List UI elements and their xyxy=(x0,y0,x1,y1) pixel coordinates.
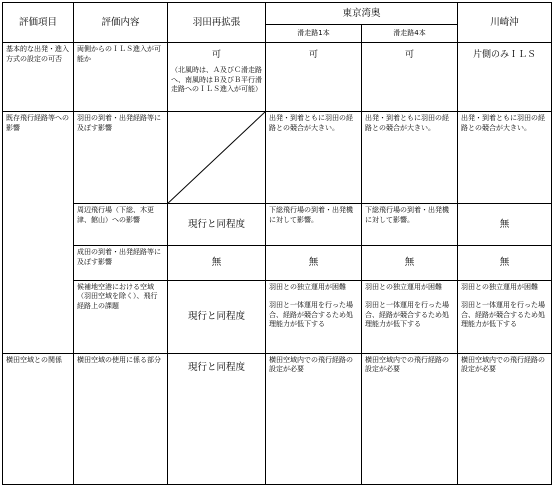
cell-runway1-narita-routes: 無 xyxy=(266,246,362,280)
cell-kawasaki-airspace-issues xyxy=(458,280,552,353)
runway4-airspace-independent: 羽田との独立運用が困難 xyxy=(365,282,442,291)
runway1-airspace-independent: 羽田との独立運用が困難 xyxy=(269,282,346,291)
cell-haneda-ils xyxy=(168,43,266,112)
header-tokyo-bay: 東京湾奥 xyxy=(266,3,458,25)
cell-runway4-ils xyxy=(362,43,458,112)
haneda-ils-note: （北風時は、Ａ及びＣ滑走路へ、南風時はＢ及びＢ平行滑走路へのＩＬＳ進入が可能） xyxy=(171,66,262,94)
cell-runway4-yokota: 横田空域内での飛行経路の設定が必要 xyxy=(362,353,458,484)
cell-runway4-narita-routes: 無 xyxy=(362,246,458,280)
header-evaluation-content: 評価内容 xyxy=(74,3,168,43)
cell-haneda-airspace-issues: 現行と同程度 xyxy=(168,280,266,353)
runway1-ils-value: 可 xyxy=(308,50,318,61)
table-row-haneda-routes xyxy=(3,112,552,204)
runway1-airspace-integrated: 羽田と一体運用を行った場合、経路が競合するため処理能力が低下する xyxy=(269,301,353,329)
cell-content-narita-routes: 成田の到着・出発経路等に及ぼす影響 xyxy=(74,246,168,280)
cell-content-yokota: 横田空域の使用に係る部分 xyxy=(74,353,168,484)
cell-haneda-narita-routes: 無 xyxy=(168,246,266,280)
kawasaki-airspace-independent: 羽田との独立運用が困難 xyxy=(461,282,539,291)
cell-content-nearby-airfields: 周辺飛行場（下総、木更津、館山）への影響 xyxy=(74,204,168,246)
cell-kawasaki-narita-routes: 無 xyxy=(458,246,552,280)
cell-item-ils: 基本的な出発・進入方式の設定の可否 xyxy=(3,43,74,112)
table-row-ils xyxy=(3,43,552,112)
table-row-nearby-airfields xyxy=(3,204,552,246)
header-haneda-expansion: 羽田再拡張 xyxy=(168,3,266,43)
table-row-narita-routes xyxy=(3,246,552,280)
cell-kawasaki-haneda-routes: 出発・到着ともに羽田の経路との競合が大きい。 xyxy=(458,112,552,204)
cell-haneda-nearby-airfields: 現行と同程度 xyxy=(168,204,266,246)
cell-content-haneda-routes: 羽田の到着・出発経路等に及ぼす影響 xyxy=(74,112,168,204)
cell-kawasaki-nearby-airfields: 無 xyxy=(458,204,552,246)
cell-runway1-haneda-routes: 出発・到着ともに羽田の経路との競合が大きい。 xyxy=(266,112,362,204)
table-row-yokota xyxy=(3,353,552,484)
kawasaki-ils-value: 片側のみＩＬＳ xyxy=(473,50,537,61)
cell-runway1-ils xyxy=(266,43,362,112)
cell-runway4-haneda-routes: 出発・到着ともに羽田の経路との競合が大きい。 xyxy=(362,112,458,204)
cell-runway4-nearby-airfields: 下総飛行場の到着・出発機に対して影響。 xyxy=(362,204,458,246)
cell-kawasaki-ils xyxy=(458,43,552,112)
header-kawasaki-offshore: 川崎沖 xyxy=(458,3,552,43)
cell-content-ils: 両側からのＩＬＳ進入が可能か xyxy=(74,43,168,112)
cell-item-yokota: 横田空域との関係 xyxy=(3,353,74,484)
cell-runway1-nearby-airfields: 下総飛行場の到着・出発機に対して影響。 xyxy=(266,204,362,246)
haneda-ils-value: 可 xyxy=(211,50,221,61)
cell-runway1-yokota: 横田空域内での飛行経路の設定が必要 xyxy=(266,353,362,484)
table-row-airspace-issues xyxy=(3,280,552,353)
cell-runway4-airspace-issues xyxy=(362,280,458,353)
cell-runway1-airspace-issues xyxy=(266,280,362,353)
cell-haneda-not-applicable xyxy=(168,112,266,204)
header-evaluation-item: 評価項目 xyxy=(3,3,74,43)
runway4-ils-value: 可 xyxy=(405,50,415,61)
header-runway-1: 滑走路1本 xyxy=(266,25,362,43)
cell-kawasaki-yokota: 横田空域内での飛行経路の設定が必要 xyxy=(458,353,552,484)
runway4-airspace-integrated: 羽田と一体運用を行った場合、経路が競合するため処理能力が低下する xyxy=(365,301,449,329)
kawasaki-airspace-integrated: 羽田と一体運用を行った場合、経路が競合するため処理能力が低下する xyxy=(461,301,546,329)
evaluation-table xyxy=(2,2,552,485)
header-runway-4: 滑走路4本 xyxy=(362,25,458,43)
diagonal-slash xyxy=(168,112,265,203)
cell-item-existing-routes: 既存飛行経路等への影響 xyxy=(3,112,74,353)
cell-haneda-yokota: 現行と同程度 xyxy=(168,353,266,484)
cell-content-airspace-issues: 候補地空港における空域（羽田空域を除く）、飛行経路上の課題 xyxy=(74,280,168,353)
